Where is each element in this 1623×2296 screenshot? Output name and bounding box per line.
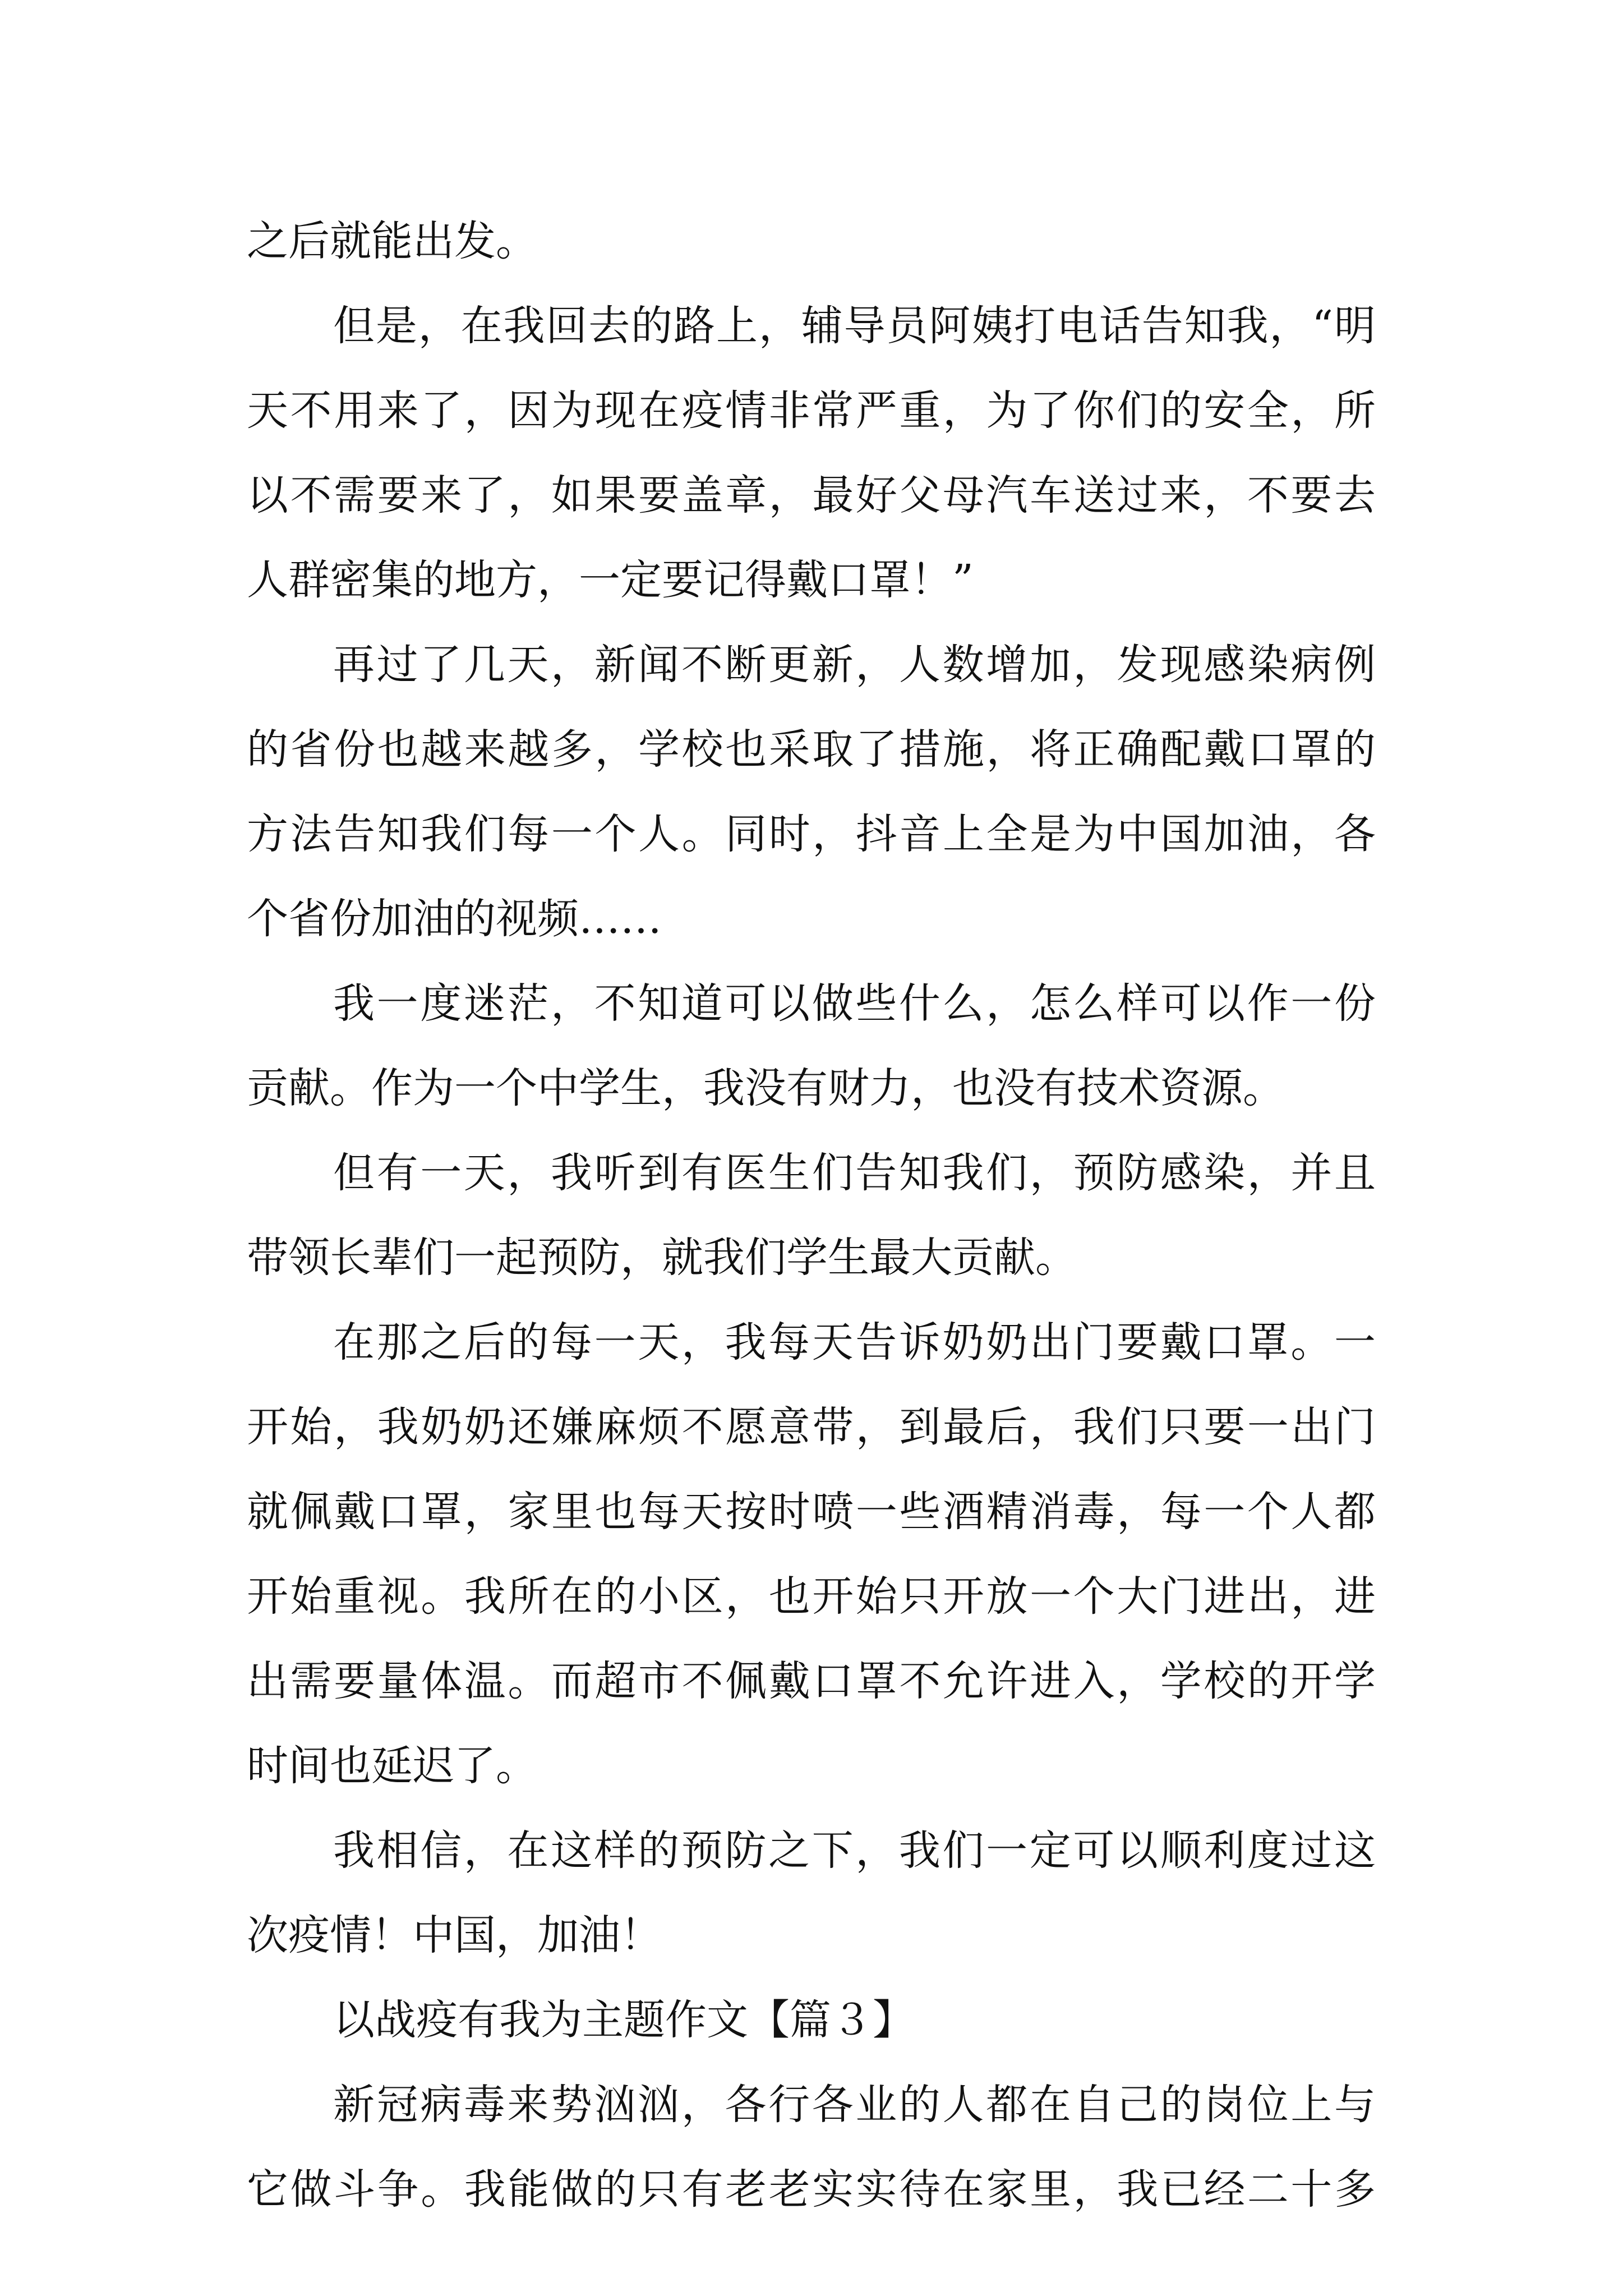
text-line: 的省份也越来越多，学校也采取了措施，将正确配戴口罩的 bbox=[247, 725, 1376, 774]
text-line: 我相信，在这样的预防之下，我们一定可以顺利度过这 bbox=[333, 1826, 1376, 1875]
text-line: 开始，我奶奶还嫌麻烦不愿意带，到最后，我们只要一出门 bbox=[247, 1403, 1376, 1451]
text-line: 个省份加油的视频…… bbox=[247, 895, 662, 943]
text-line: 贡献。作为一个中学生，我没有财力，也没有技术资源。 bbox=[247, 1064, 1284, 1112]
text-line: 它做斗争。我能做的只有老老实实待在家里，我已经二十多 bbox=[247, 2165, 1376, 2214]
text-line: 时间也延迟了。 bbox=[247, 1742, 537, 1790]
text-line: 以不需要来了，如果要盖章，最好父母汽车送过来，不要去 bbox=[247, 471, 1376, 519]
text-line: 之后就能出发。 bbox=[247, 217, 537, 265]
text-line: 就佩戴口罩，家里也每天按时喷一些酒精消毒，每一个人都 bbox=[247, 1488, 1376, 1536]
text-line: 再过了几天，新闻不断更新，人数增加，发现感染病例 bbox=[333, 641, 1376, 689]
text-line: 出需要量体温。而超市不佩戴口罩不允许进入，学校的开学 bbox=[247, 1657, 1376, 1705]
text-line: 带领长辈们一起预防，就我们学生最大贡献。 bbox=[247, 1234, 1077, 1282]
text-line: 但是，在我回去的路上，辅导员阿姨打电话告知我，“明 bbox=[333, 302, 1376, 350]
text-line: 次疫情！中国，加油！ bbox=[247, 1911, 662, 1959]
text-line: 方法告知我们每一个人。同时，抖音上全是为中国加油，各 bbox=[247, 810, 1376, 858]
text-line: 人群密集的地方，一定要记得戴口罩！” bbox=[247, 556, 974, 604]
section-heading: 以战疫有我为主题作文【篇３】 bbox=[333, 1996, 914, 2044]
text-line: 我一度迷茫，不知道可以做些什么，怎么样可以作一份 bbox=[333, 979, 1376, 1028]
text-line: 开始重视。我所在的小区，也开始只开放一个大门进出，进 bbox=[247, 1572, 1376, 1621]
text-line: 新冠病毒来势汹汹，各行各业的人都在自己的岗位上与 bbox=[333, 2081, 1376, 2129]
text-line: 但有一天，我听到有医生们告知我们，预防感染，并且 bbox=[333, 1149, 1376, 1197]
text-line: 天不用来了，因为现在疫情非常严重，为了你们的安全，所 bbox=[247, 386, 1376, 435]
text-line: 在那之后的每一天，我每天告诉奶奶出门要戴口罩。一 bbox=[333, 1318, 1376, 1366]
